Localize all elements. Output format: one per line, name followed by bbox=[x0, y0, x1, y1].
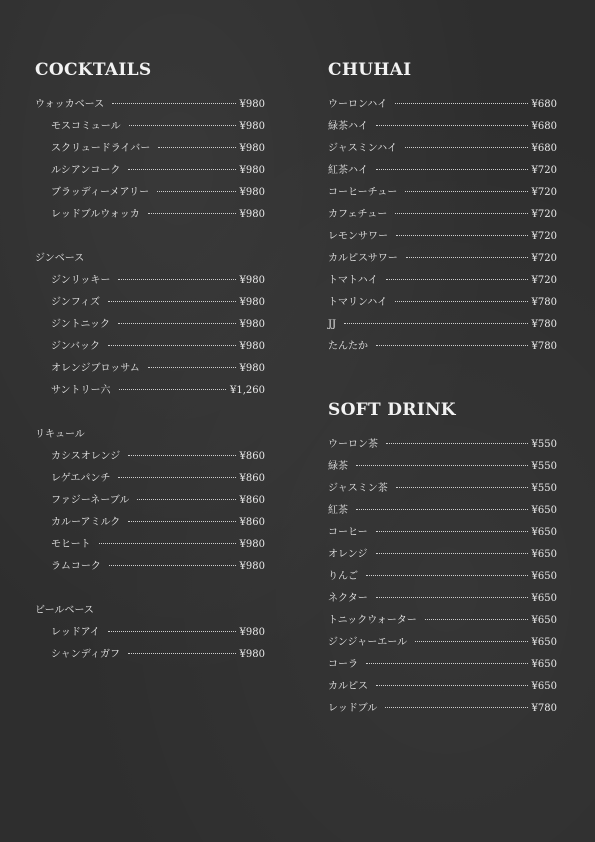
menu-item bbox=[35, 314, 265, 336]
soft-drink-list bbox=[328, 434, 557, 720]
menu-item-name: カルピスサワー bbox=[328, 253, 398, 264]
menu-item-name: カルーアミルク bbox=[51, 517, 121, 528]
menu-group-heading bbox=[328, 654, 557, 676]
menu-group-heading bbox=[328, 116, 557, 138]
menu-item-price: ¥980 bbox=[239, 539, 265, 550]
menu-item-price: ¥1,260 bbox=[230, 385, 265, 396]
menu-item-name: ファジーネーブル bbox=[51, 495, 130, 506]
dot-leader bbox=[376, 125, 528, 126]
menu-item-name: たんたか bbox=[328, 341, 368, 352]
menu-item-name: ラムコーク bbox=[51, 561, 101, 572]
menu-item-price: ¥650 bbox=[531, 637, 557, 648]
menu-item-name: サントリー六 bbox=[51, 385, 111, 396]
menu-item-price: ¥650 bbox=[531, 571, 557, 582]
menu-item bbox=[35, 644, 265, 666]
menu-item-price: ¥680 bbox=[531, 121, 557, 132]
cocktail-groups bbox=[35, 94, 265, 666]
menu-item-price: ¥980 bbox=[239, 297, 265, 308]
menu-item-price: ¥980 bbox=[239, 341, 265, 352]
dot-leader bbox=[148, 213, 236, 214]
menu-item-price: ¥550 bbox=[531, 483, 557, 494]
menu-group-heading bbox=[328, 138, 557, 160]
menu-item bbox=[35, 116, 265, 138]
dot-leader bbox=[137, 499, 235, 500]
menu-item-name: ジンフィズ bbox=[51, 297, 100, 308]
menu-item-price: ¥550 bbox=[531, 439, 557, 450]
menu-item-name: リキュール bbox=[35, 429, 85, 440]
menu-group-heading bbox=[328, 698, 557, 720]
menu-item-price: ¥780 bbox=[531, 319, 557, 330]
dot-leader bbox=[395, 213, 527, 214]
menu-item-name: ビールベース bbox=[35, 605, 94, 616]
dot-leader bbox=[406, 257, 528, 258]
menu-item-price: ¥980 bbox=[239, 627, 265, 638]
menu-item-name: ジントニック bbox=[51, 319, 110, 330]
menu-item-price: ¥980 bbox=[239, 363, 265, 374]
menu-group-heading bbox=[328, 248, 557, 270]
menu-item-price: ¥980 bbox=[239, 187, 265, 198]
menu-item-name: トニックウォーター bbox=[328, 615, 417, 626]
menu-item-price: ¥680 bbox=[531, 99, 557, 110]
menu-item bbox=[35, 468, 265, 490]
menu-item-price: ¥980 bbox=[239, 143, 265, 154]
menu-item-name: モヒート bbox=[51, 539, 91, 550]
dot-leader bbox=[376, 345, 528, 346]
menu-item-name: 紅茶ハイ bbox=[328, 165, 368, 176]
menu-item-price: ¥650 bbox=[531, 549, 557, 560]
menu-item-price: ¥980 bbox=[239, 121, 265, 132]
dot-leader bbox=[366, 663, 528, 664]
dot-leader bbox=[128, 521, 235, 522]
menu-item-name: カルピス bbox=[328, 681, 368, 692]
menu-group-heading bbox=[328, 314, 557, 336]
dot-leader bbox=[99, 543, 236, 544]
menu-item-price: ¥650 bbox=[531, 659, 557, 670]
menu-group-heading bbox=[328, 160, 557, 182]
menu-item-name: レモンサワー bbox=[328, 231, 388, 242]
dot-leader bbox=[108, 345, 235, 346]
dot-leader bbox=[356, 465, 528, 466]
dot-leader bbox=[395, 301, 527, 302]
menu-item-price: ¥980 bbox=[239, 561, 265, 572]
dot-leader bbox=[376, 685, 528, 686]
menu-group-heading bbox=[328, 588, 557, 610]
menu-item-name: コーヒーチュー bbox=[328, 187, 398, 198]
menu-item-name: トマリンハイ bbox=[328, 297, 388, 308]
menu-item bbox=[35, 512, 265, 534]
dot-leader bbox=[376, 169, 528, 170]
menu-item bbox=[35, 490, 265, 512]
menu-item-name: トマトハイ bbox=[328, 275, 378, 286]
dot-leader bbox=[396, 235, 528, 236]
section-spacer bbox=[328, 358, 557, 398]
dot-leader bbox=[108, 631, 236, 632]
menu-item-name: ブラッディーメアリー bbox=[51, 187, 150, 198]
menu-item-name: 紅茶 bbox=[328, 505, 348, 516]
menu-item-price: ¥720 bbox=[531, 275, 557, 286]
menu-item-price: ¥980 bbox=[239, 99, 265, 110]
dot-leader bbox=[128, 455, 235, 456]
menu-group-heading bbox=[328, 204, 557, 226]
dot-leader bbox=[395, 103, 527, 104]
chuhai-title: CHUHAI bbox=[328, 60, 412, 80]
menu-item-name: ウーロン茶 bbox=[328, 439, 378, 450]
dot-leader bbox=[129, 125, 236, 126]
menu-item-price: ¥550 bbox=[531, 461, 557, 472]
menu-item-name: JJ bbox=[328, 319, 337, 330]
menu-item bbox=[35, 358, 265, 380]
menu-item-name: ジンリッキー bbox=[51, 275, 111, 286]
menu-item-price: ¥860 bbox=[239, 451, 265, 462]
menu-item-price: ¥650 bbox=[531, 527, 557, 538]
menu-item-name: モスコミュール bbox=[51, 121, 121, 132]
menu-group-heading bbox=[328, 610, 557, 632]
dot-leader bbox=[366, 575, 528, 576]
menu-item-name: レッドアイ bbox=[51, 627, 100, 638]
menu-group-heading bbox=[328, 182, 557, 204]
dot-leader bbox=[405, 191, 527, 192]
menu-item-price: ¥720 bbox=[531, 165, 557, 176]
menu-group-heading bbox=[328, 566, 557, 588]
dot-leader bbox=[128, 169, 235, 170]
menu-item-name: ルシアンコーク bbox=[51, 165, 121, 176]
menu-item-name: レゲエパンチ bbox=[51, 473, 111, 484]
menu-item bbox=[35, 292, 265, 314]
dot-leader bbox=[119, 389, 227, 390]
menu-group bbox=[35, 424, 265, 578]
dot-leader bbox=[109, 565, 236, 566]
menu-group-heading bbox=[328, 522, 557, 544]
menu-item-name: ジャスミンハイ bbox=[328, 143, 398, 154]
menu-item bbox=[35, 336, 265, 358]
dot-leader bbox=[386, 279, 528, 280]
menu-item-name: カフェチュー bbox=[328, 209, 388, 220]
menu-group-heading bbox=[328, 226, 557, 248]
menu-item-name: 緑茶 bbox=[328, 461, 348, 472]
menu-item bbox=[35, 556, 265, 578]
menu-item bbox=[35, 160, 265, 182]
soft-drink-title: SOFT DRINK bbox=[328, 400, 456, 420]
menu-group-heading bbox=[328, 94, 557, 116]
menu-item-price: ¥780 bbox=[531, 297, 557, 308]
menu-item bbox=[35, 380, 265, 402]
menu-group bbox=[35, 600, 265, 666]
menu-item bbox=[35, 446, 265, 468]
menu-group-heading bbox=[35, 424, 265, 446]
menu-item-name: ウーロンハイ bbox=[328, 99, 388, 110]
menu-group-heading bbox=[328, 456, 557, 478]
menu-item bbox=[35, 204, 265, 226]
menu-item-price: ¥720 bbox=[531, 187, 557, 198]
dot-leader bbox=[425, 619, 528, 620]
dot-leader bbox=[112, 103, 235, 104]
menu-group-heading bbox=[35, 600, 265, 622]
menu-group-heading bbox=[35, 94, 265, 116]
menu-item-price: ¥720 bbox=[531, 231, 557, 242]
menu-item-name: ネクター bbox=[328, 593, 368, 604]
menu-item bbox=[35, 622, 265, 644]
left-column bbox=[35, 58, 265, 666]
menu-item-name: ジンベース bbox=[35, 253, 85, 264]
menu-item-name: オレンジブロッサム bbox=[51, 363, 140, 374]
menu-item bbox=[35, 534, 265, 556]
dot-leader bbox=[376, 553, 528, 554]
menu-group bbox=[35, 94, 265, 226]
dot-leader bbox=[396, 487, 528, 488]
menu-group-heading bbox=[35, 248, 265, 270]
dot-leader bbox=[158, 147, 235, 148]
menu-item-name: スクリュードライバー bbox=[51, 143, 151, 154]
menu-group-heading bbox=[328, 676, 557, 698]
menu-item-price: ¥650 bbox=[531, 681, 557, 692]
right-column bbox=[328, 58, 557, 720]
menu-group-heading bbox=[328, 434, 557, 456]
dot-leader bbox=[118, 323, 236, 324]
menu-item bbox=[35, 138, 265, 160]
menu-item-price: ¥650 bbox=[531, 615, 557, 626]
menu-item-name: ジンジャーエール bbox=[328, 637, 408, 648]
menu-item-name: コーラ bbox=[328, 659, 358, 670]
dot-leader bbox=[386, 443, 528, 444]
menu-group-heading bbox=[328, 270, 557, 292]
menu-item-name: レッドブル bbox=[328, 703, 378, 714]
dot-leader bbox=[118, 477, 235, 478]
menu-item-name: ジンバック bbox=[51, 341, 101, 352]
dot-leader bbox=[385, 707, 527, 708]
menu-item-price: ¥780 bbox=[531, 341, 557, 352]
menu-item-price: ¥720 bbox=[531, 253, 557, 264]
menu-item-price: ¥860 bbox=[239, 517, 265, 528]
menu-item-name: ウォッカベース bbox=[35, 99, 105, 110]
menu-group-heading bbox=[328, 292, 557, 314]
menu-item-name: カシスオレンジ bbox=[51, 451, 121, 462]
dot-leader bbox=[376, 597, 528, 598]
menu-group-heading bbox=[328, 478, 557, 500]
menu-item-name: コーヒー bbox=[328, 527, 368, 538]
menu-item-price: ¥980 bbox=[239, 649, 265, 660]
menu-item-price: ¥980 bbox=[239, 275, 265, 286]
menu-item-price: ¥780 bbox=[531, 703, 557, 714]
menu-item-price: ¥980 bbox=[239, 319, 265, 330]
menu-item-price: ¥720 bbox=[531, 209, 557, 220]
menu-item-price: ¥980 bbox=[239, 165, 265, 176]
menu-item bbox=[35, 182, 265, 204]
menu-item-price: ¥860 bbox=[239, 473, 265, 484]
menu-group-heading bbox=[328, 500, 557, 522]
menu-group-heading bbox=[328, 336, 557, 358]
menu-group-heading bbox=[328, 632, 557, 654]
menu-item-name: りんご bbox=[328, 571, 358, 582]
dot-leader bbox=[148, 367, 236, 368]
menu-item-name: レッドブルウォッカ bbox=[51, 209, 140, 220]
menu-item-price: ¥650 bbox=[531, 505, 557, 516]
dot-leader bbox=[157, 191, 235, 192]
dot-leader bbox=[128, 653, 236, 654]
menu-item-price: ¥860 bbox=[239, 495, 265, 506]
menu-item-name: ジャスミン茶 bbox=[328, 483, 388, 494]
dot-leader bbox=[356, 509, 528, 510]
menu-item bbox=[35, 270, 265, 292]
dot-leader bbox=[344, 323, 528, 324]
menu-item-name: オレンジ bbox=[328, 549, 368, 560]
menu-group-heading bbox=[328, 544, 557, 566]
menu-item-price: ¥650 bbox=[531, 593, 557, 604]
menu-item-name: 緑茶ハイ bbox=[328, 121, 368, 132]
dot-leader bbox=[376, 531, 528, 532]
cocktails-title: COCKTAILS bbox=[35, 60, 152, 80]
menu-item-price: ¥680 bbox=[531, 143, 557, 154]
chuhai-list bbox=[328, 94, 557, 358]
dot-leader bbox=[415, 641, 527, 642]
dot-leader bbox=[108, 301, 236, 302]
menu-group bbox=[35, 248, 265, 402]
dot-leader bbox=[118, 279, 235, 280]
menu-item-price: ¥980 bbox=[239, 209, 265, 220]
dot-leader bbox=[405, 147, 527, 148]
menu-item-name: シャンディガフ bbox=[51, 649, 120, 660]
